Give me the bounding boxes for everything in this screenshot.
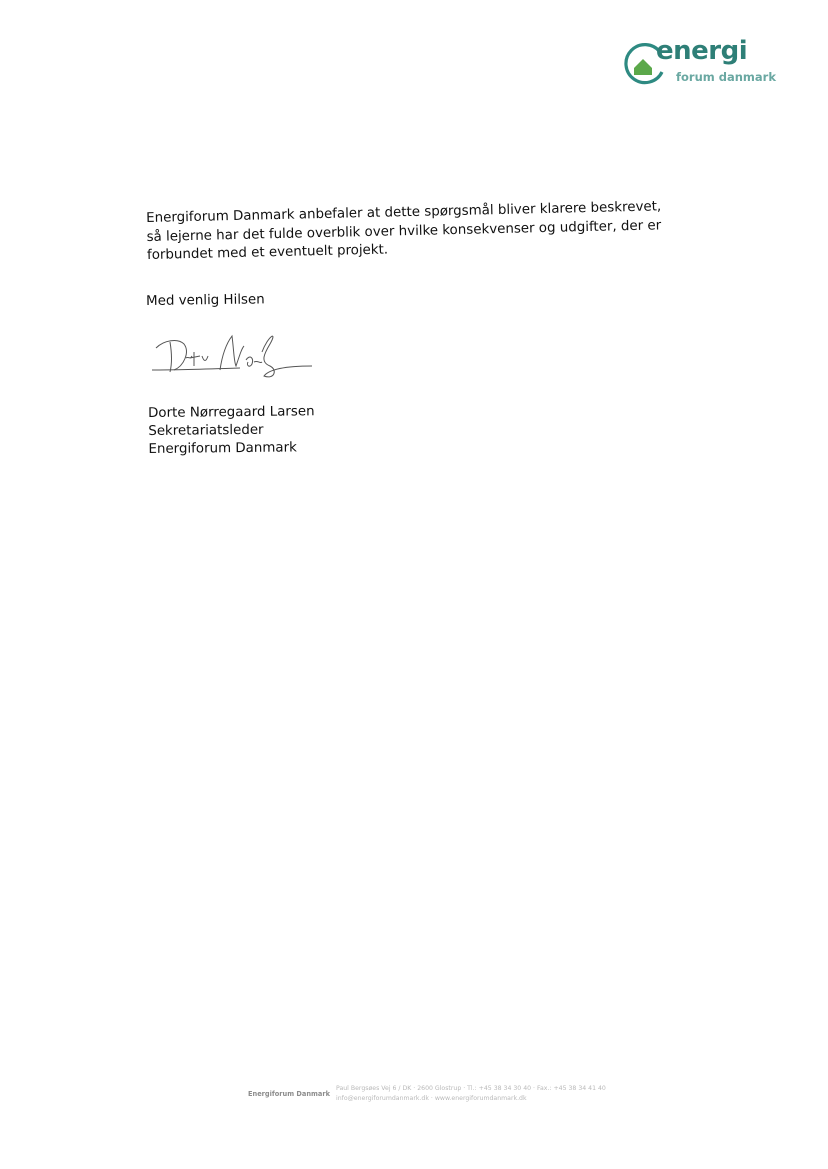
signer-organization: Energiforum Danmark (148, 440, 297, 457)
footer-contact: info@energiforumdanmark.dk · www.energiforumdanmark.dk (336, 1095, 527, 1102)
signature-block (148, 403, 315, 459)
letter-body (146, 198, 667, 265)
signer-title: Sekretariatsleder (148, 422, 264, 439)
signer-name: Dorte Nørregaard Larsen (148, 404, 315, 421)
handwritten-signature (150, 326, 320, 380)
footer-address: Paul Bergsøes Vej 6 / DK · 2600 Glostrup · Tl.: +45 38 34 30 40 · Fax.: +45 38 34 41 40 (336, 1085, 606, 1092)
energiforum-logo (622, 36, 776, 92)
logo-subtitle: forum danmark (676, 70, 776, 84)
closing-greeting: Med venlig Hilsen (146, 292, 265, 309)
body-paragraph: Energiforum Danmark anbefaler at dette spørgsmål bliver klarere beskrevet, så lejerne har det fulde overblik over hvilke konsekvenser og udgifter, der er forbundet med et eventuelt projekt. (146, 199, 662, 263)
logo-word: energi (656, 36, 748, 66)
page-footer (248, 1085, 668, 1107)
footer-org: Energiforum Danmark (248, 1090, 330, 1098)
